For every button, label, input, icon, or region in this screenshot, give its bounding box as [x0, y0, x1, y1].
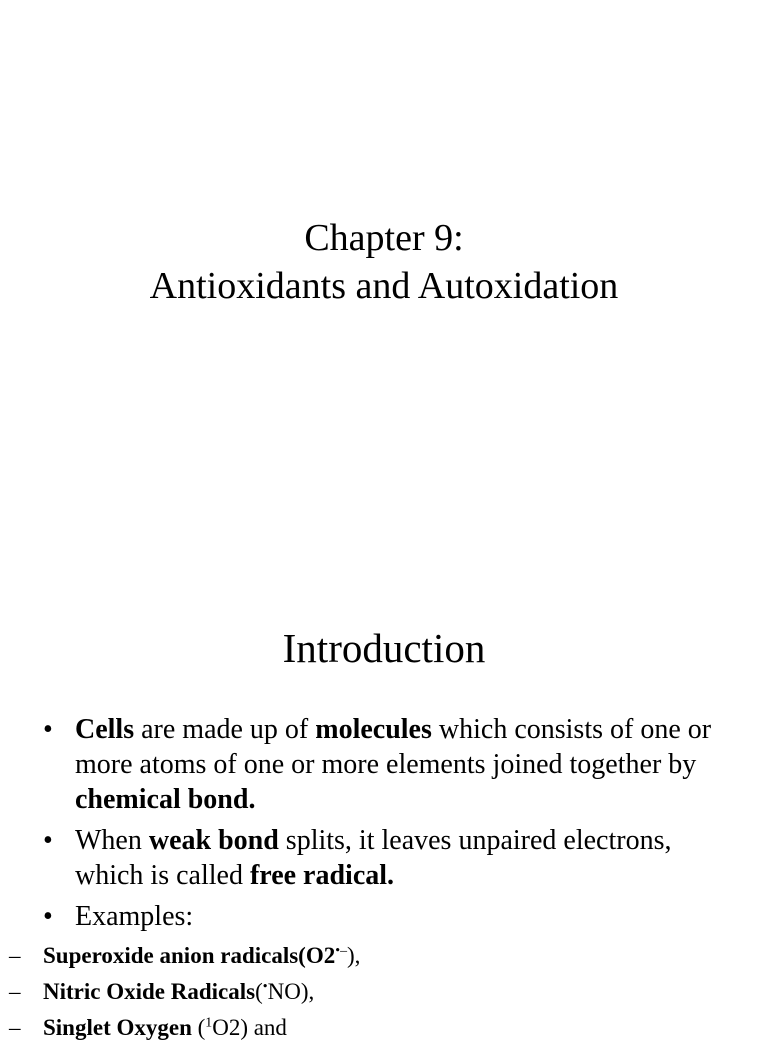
- example-text: (: [191, 1015, 206, 1040]
- term-free-radical: free radical.: [249, 860, 395, 891]
- bullet-dot-icon: •: [43, 825, 53, 856]
- bullet-text: which consists of one or more atoms of one or more elements joined together by: [75, 714, 712, 780]
- dash-icon: –: [9, 943, 21, 968]
- radical-superscript: •–: [335, 942, 347, 958]
- example-text: ),: [346, 943, 361, 968]
- bullet-item-examples: [0, 899, 725, 1046]
- bullet-item-weak-bond: [0, 823, 725, 893]
- example-term: Superoxide anion radicals(O2: [43, 943, 336, 968]
- chapter-title-line2: Antioxidants and Autoxidation: [149, 265, 619, 307]
- chapter-title: [0, 214, 768, 310]
- examples-sublist: [9, 938, 725, 1046]
- bullet-item-cells: [0, 712, 725, 817]
- examples-label: Examples:: [75, 901, 194, 932]
- singlet-superscript: 1: [205, 1014, 213, 1030]
- bullet-dot-icon: •: [43, 901, 53, 932]
- example-superoxide: [9, 938, 725, 974]
- bullet-list: [0, 712, 725, 1052]
- bullet-text: When: [75, 825, 149, 856]
- example-nitric-oxide: [9, 974, 725, 1010]
- slide-title: Introduction: [282, 625, 486, 671]
- example-text: NO),: [267, 979, 315, 1004]
- example-term: Nitric Oxide Radicals: [43, 979, 256, 1004]
- introduction-slide: [0, 576, 768, 1040]
- example-term: Singlet Oxygen: [43, 1015, 192, 1040]
- chapter-title-line1: Chapter 9:: [304, 217, 464, 259]
- radical-superscript: •: [262, 978, 268, 994]
- dash-icon: –: [9, 979, 21, 1004]
- term-cells: Cells: [75, 714, 135, 745]
- bullet-text: are made up of: [134, 714, 316, 745]
- dash-icon: –: [9, 1015, 21, 1040]
- term-chemical-bond: chemical bond.: [75, 784, 256, 815]
- example-singlet-oxygen: [9, 1010, 725, 1046]
- term-weak-bond: weak bond: [148, 825, 279, 856]
- example-text: (: [255, 979, 263, 1004]
- bullet-dot-icon: •: [43, 714, 53, 745]
- example-text: O2) and: [212, 1015, 287, 1040]
- term-molecules: molecules: [315, 714, 432, 745]
- bullet-text: splits, it leaves unpaired electrons, which is called: [75, 825, 672, 891]
